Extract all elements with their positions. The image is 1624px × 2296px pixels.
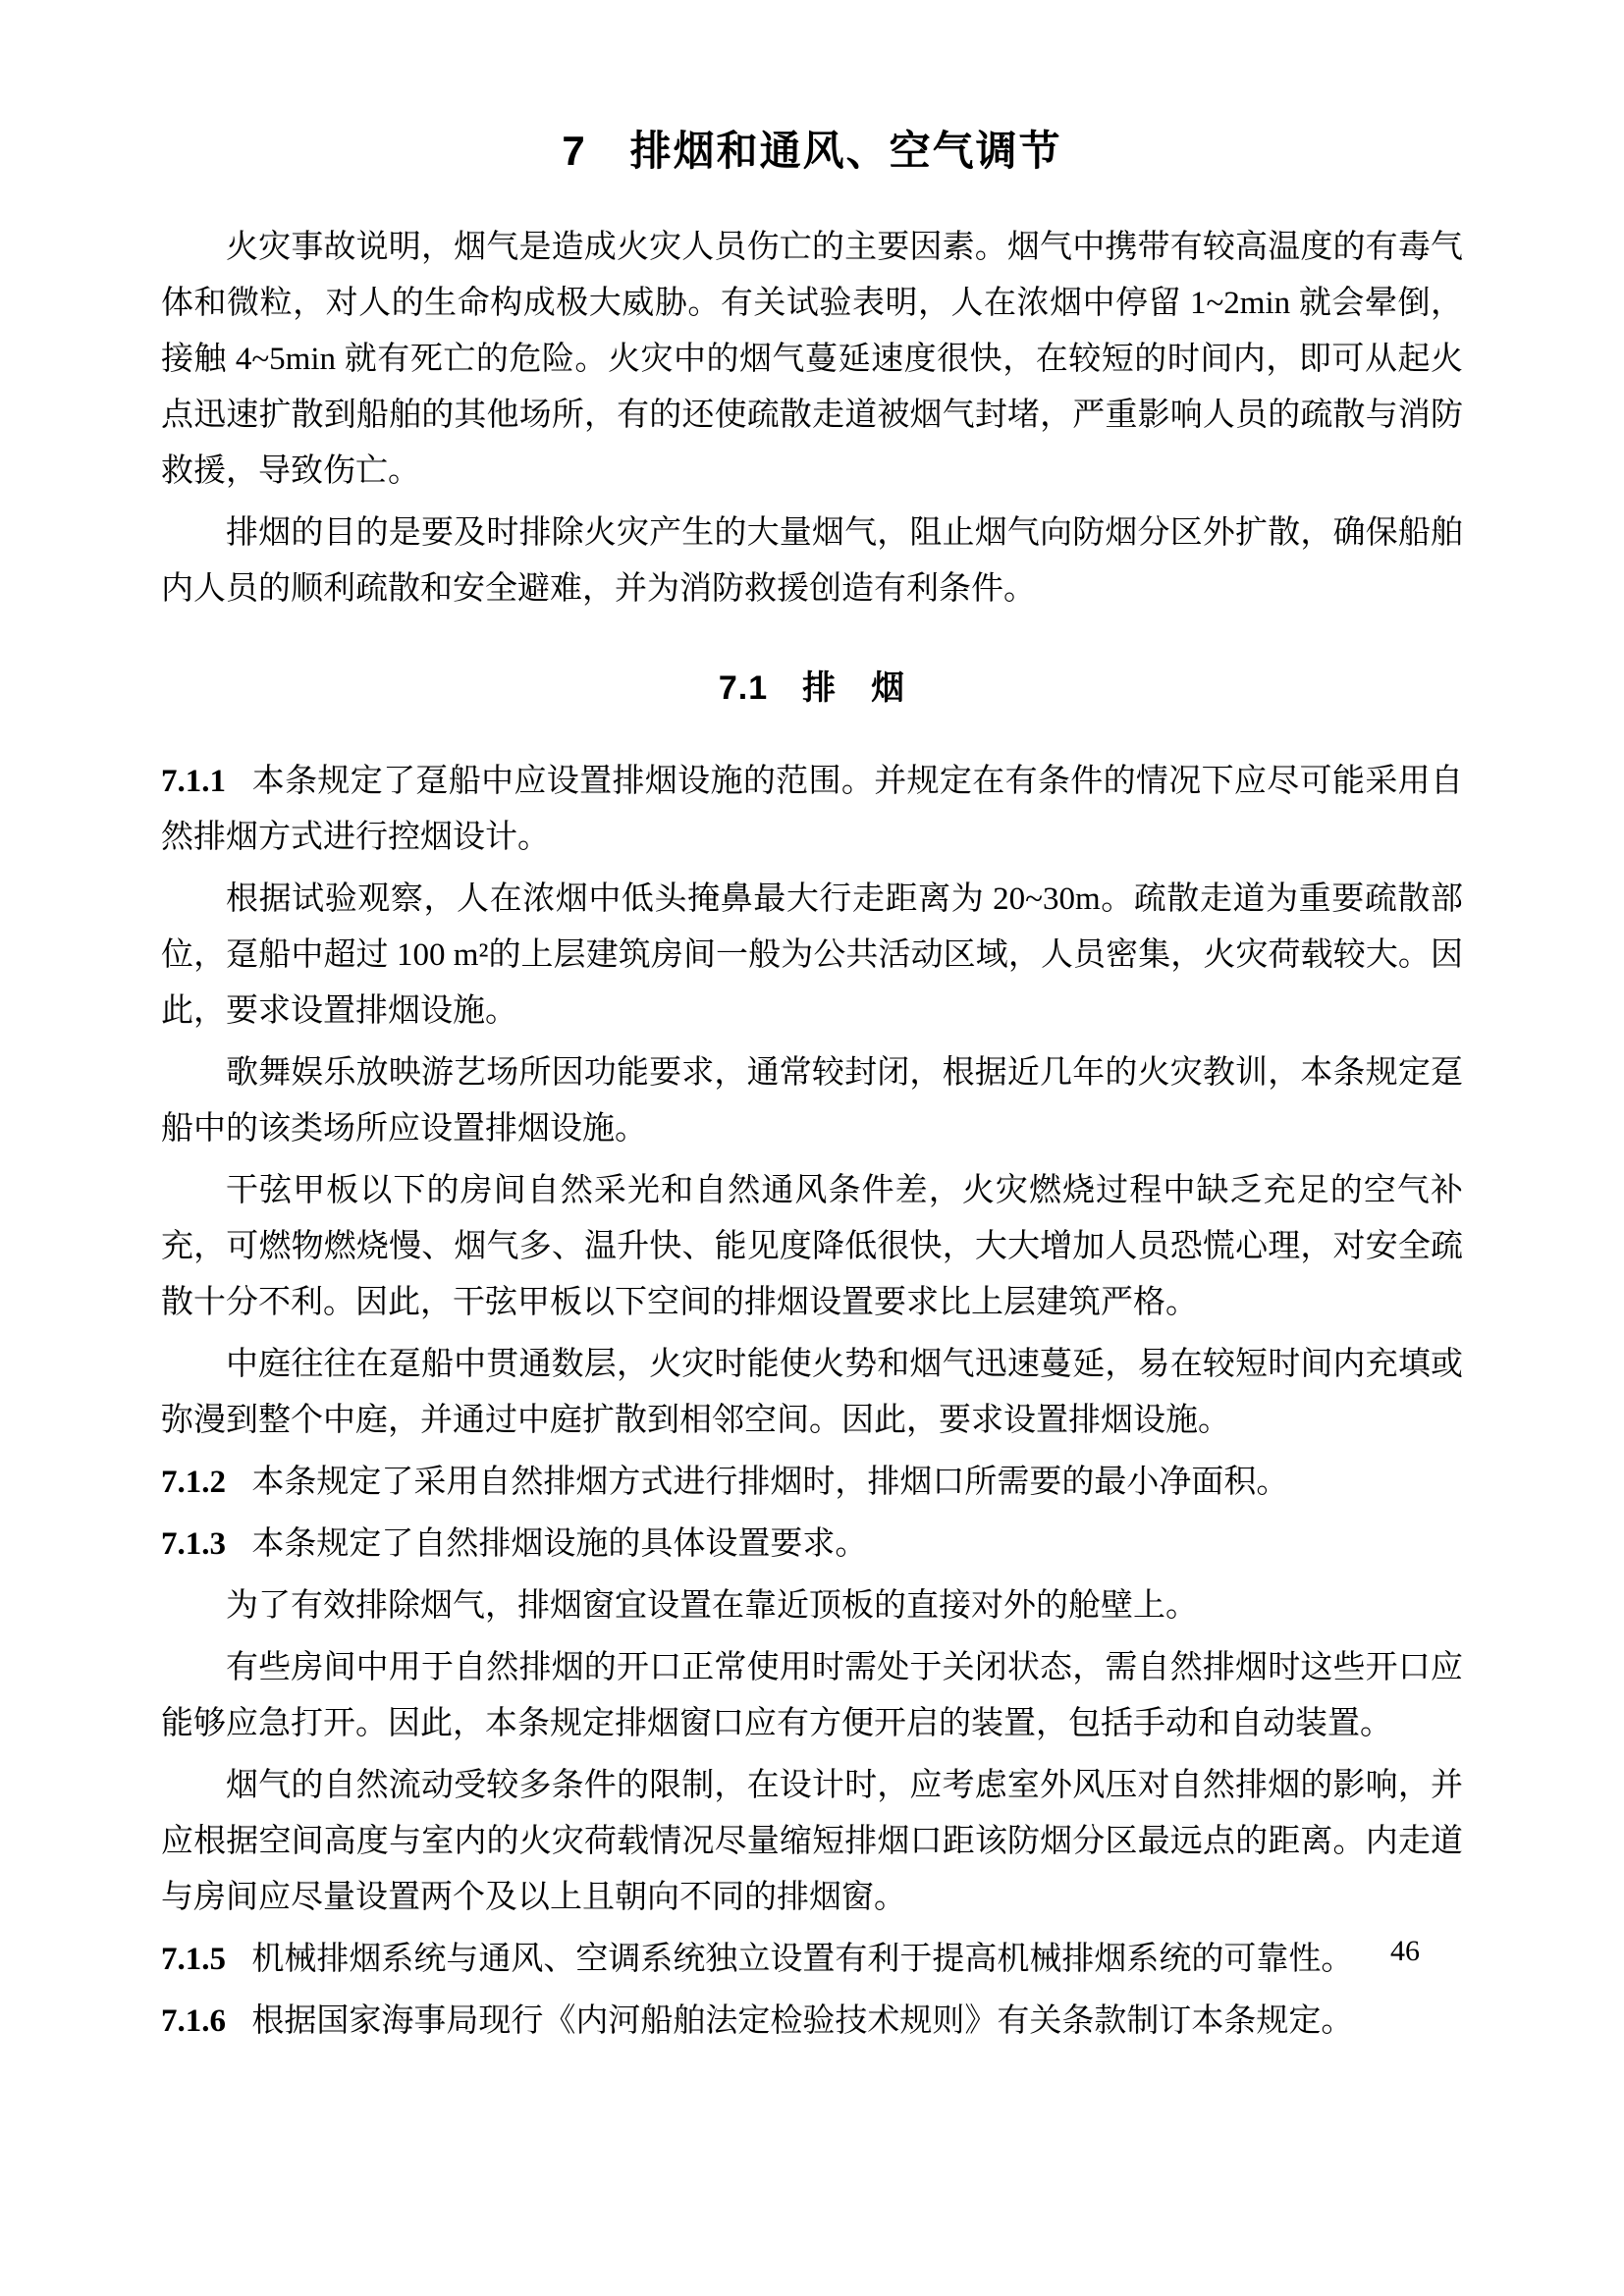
paragraph: 为了有效排除烟气，排烟窗宜设置在靠近顶板的直接对外的舱壁上。 <box>226 1588 1198 1624</box>
paragraph: 干弦甲板以下的房间自然采光和自然通风条件差，火灾燃烧过程中缺乏充足的空气补充，可燃物燃烧慢、烟气多、温升快、能见度降低很快，大大增加人员恐慌心理，对安全疏散十分不利。因此，干弦甲板以下空间的排烟设置要求比上层建筑严格。 <box>161 1173 1463 1320</box>
clause-text: 本条规定了自然排烟设施的具体设置要求。 <box>251 1526 868 1562</box>
clause-paragraph <box>161 1932 1463 1988</box>
section-heading: 7.1 排 烟 <box>718 669 906 707</box>
clause-paragraph <box>161 1994 1463 2050</box>
chapter-title: 7 排烟和通风、空气调节 <box>562 128 1062 174</box>
clause-paragraph <box>161 754 1463 866</box>
clause-paragraph <box>161 1517 1463 1573</box>
content-area <box>161 124 1463 2056</box>
paragraph: 有些房间中用于自然排烟的开口正常使用时需处于关闭状态，需自然排烟时这些开口应能够应急打开。因此，本条规定排烟窗口应有方便开启的装置，包括手动和自动装置。 <box>161 1650 1463 1741</box>
clause-text: 机械排烟系统与通风、空调系统独立设置有利于提高机械排烟系统的可靠性。 <box>251 1942 1354 1977</box>
paragraph: 中庭往往在趸船中贯通数层，火灾时能使火势和烟气迅速蔓延，易在较短时间内充填或弥漫到整个中庭，并通过中庭扩散到相邻空间。因此，要求设置排烟设施。 <box>161 1347 1463 1438</box>
clause-number: 7.1.2 <box>161 1465 226 1500</box>
clause-paragraph <box>161 1455 1463 1511</box>
clause-number: 7.1.5 <box>161 1942 226 1977</box>
clause-text: 本条规定了采用自然排烟方式进行排烟时，排烟口所需要的最小净面积。 <box>251 1465 1289 1500</box>
intro-paragraph: 火灾事故说明，烟气是造成火灾人员伤亡的主要因素。烟气中携带有较高温度的有毒气体和微粒，对人的生命构成极大威胁。有关试验表明，人在浓烟中停留 1~2min 就会晕倒，接触 4~5min 就有死亡的危险。火灾中的烟气蔓延速度很快，在较短的时间内，即可从起火点迅速扩散到船舶的其他场所，有的还使疏散走道被烟气封堵，严重影响人员的疏散与消防救援，导致伤亡。 <box>161 230 1463 489</box>
clause-number: 7.1.1 <box>161 764 226 799</box>
paragraph: 歌舞娱乐放映游艺场所因功能要求，通常较封闭，根据近几年的火灾教训，本条规定趸船中的该类场所应设置排烟设施。 <box>161 1055 1463 1147</box>
paragraph: 根据试验观察，人在浓烟中低头掩鼻最大行走距离为 20~30m。疏散走道为重要疏散部位，趸船中超过 100 m²的上层建筑房间一般为公共活动区域，人员密集，火灾荷载较大。因此，要求设置排烟设施。 <box>161 881 1463 1029</box>
intro-paragraph: 排烟的目的是要及时排除火灾产生的大量烟气，阻止烟气向防烟分区外扩散，确保船舶内人员的顺利疏散和安全避难，并为消防救援创造有利条件。 <box>161 515 1463 607</box>
clause-text: 根据国家海事局现行《内河船舶法定检验技术规则》有关条款制订本条规定。 <box>251 2003 1354 2039</box>
clause-text: 本条规定了趸船中应设置排烟设施的范围。并规定在有条件的情况下应尽可能采用自然排烟方式进行控烟设计。 <box>161 764 1463 855</box>
clause-number: 7.1.3 <box>161 1526 226 1562</box>
page-number: 46 <box>1390 1935 1420 1967</box>
paragraph: 烟气的自然流动受较多条件的限制，在设计时，应考虑室外风压对自然排烟的影响，并应根据空间高度与室内的火灾荷载情况尽量缩短排烟口距该防烟分区最远点的距离。内走道与房间应尽量设置两个及以上且朝向不同的排烟窗。 <box>161 1768 1463 1915</box>
clause-number: 7.1.6 <box>161 2003 226 2039</box>
